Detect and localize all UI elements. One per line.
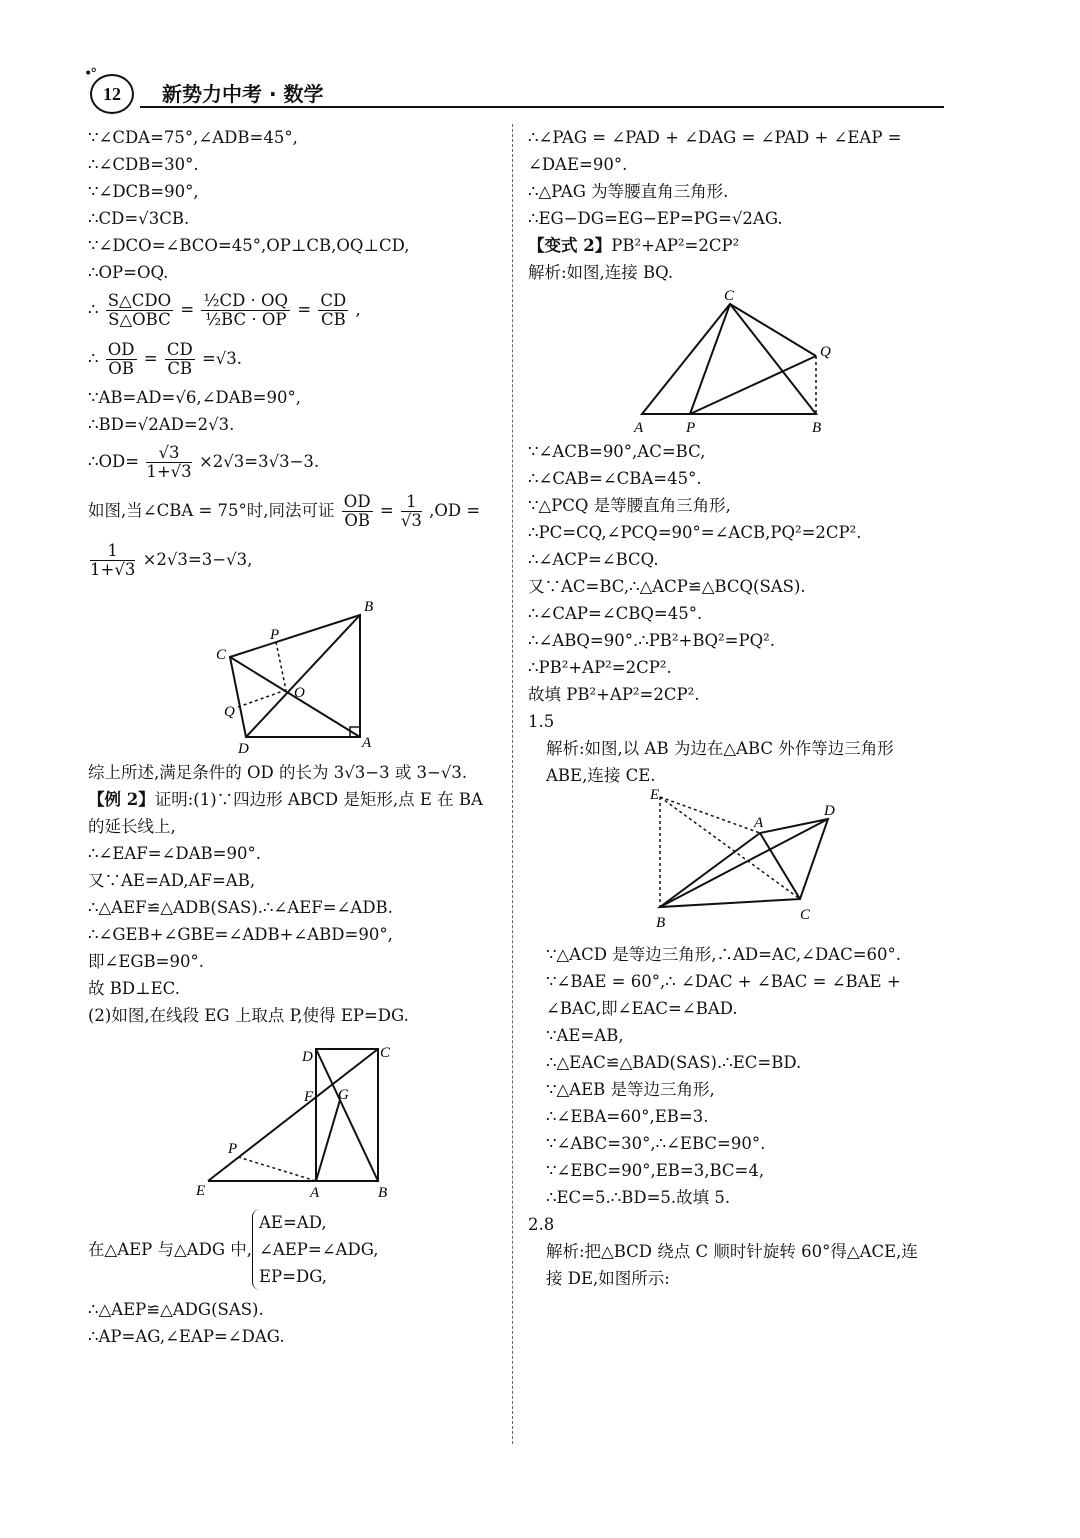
text: ,OD =: [429, 501, 481, 520]
text-line: (2)如图,在线段 EG 上取点 P,使得 EP=DG.: [88, 1006, 409, 1025]
label-b: B: [812, 420, 822, 434]
label-f: F: [304, 1089, 314, 1105]
text-line: ∴PB²+AP²=2CP².: [528, 658, 672, 677]
text-line: 又∵AE=AD,AF=AB,: [88, 871, 256, 890]
denominator: 1+√3: [90, 560, 136, 579]
condition: EP=DG,: [259, 1267, 328, 1286]
text-line: [88, 786, 503, 813]
label-o: O: [294, 685, 305, 701]
label-p: P: [228, 1141, 238, 1157]
text-line: ABE,连接 CE.: [546, 766, 656, 785]
label-c: C: [724, 288, 735, 304]
text-line: ∵AE=AB,: [546, 1026, 624, 1045]
text-line: ∵∠CDA=75°,∠ADB=45°,: [88, 128, 298, 147]
numerator: 1: [90, 542, 135, 561]
text-line: ∵∠ACB=90°,AC=BC,: [528, 442, 706, 461]
text: PB²+AP²=2CP²: [611, 236, 740, 255]
text-line: ∴CD=√3CB.: [88, 209, 190, 228]
text-line: 解析:把△BCD 绕点 C 顺时针旋转 60°得△ACE,连: [546, 1242, 918, 1261]
figure-rectangle-abcd: [88, 1029, 503, 1199]
text-line: 接 DE,如图所示:: [546, 1269, 670, 1288]
condition: AE=AD,: [259, 1213, 327, 1232]
fraction: [342, 493, 373, 530]
equation-line: [88, 335, 503, 384]
text-line: ∴OP=OQ.: [88, 263, 169, 282]
fraction: [106, 341, 137, 378]
text: ∴OD=: [88, 452, 140, 471]
label-e: E: [196, 1183, 206, 1199]
text-line: 故 BD⊥EC.: [88, 979, 180, 998]
label-c: C: [380, 1045, 391, 1061]
numerator: S△CDO: [107, 291, 172, 310]
figure-triangle-acb: [528, 286, 948, 434]
label-p: P: [686, 420, 696, 434]
label-b: B: [364, 599, 374, 615]
text-line: ∵△AEB 是等边三角形,: [546, 1080, 715, 1099]
text-line: ∠DAE=90°.: [528, 155, 628, 174]
fraction: [90, 542, 135, 579]
equation-system: [252, 1209, 379, 1290]
label-a: A: [310, 1185, 320, 1199]
text-line: ∴∠GEB+∠GBE=∠ADB+∠ABD=90°,: [88, 925, 393, 944]
text-line: ∴∠ACP=∠BCQ.: [528, 550, 659, 569]
denominator: OB: [344, 511, 370, 530]
label-q: Q: [224, 704, 235, 720]
equation-line: [88, 286, 503, 335]
text-line: ∵AB=AD=√6,∠DAB=90°,: [88, 388, 302, 407]
page-number: 12: [90, 74, 134, 114]
column-divider: [512, 124, 513, 1444]
answer-number: 2.8: [528, 1215, 555, 1234]
figure-triangle-eab: [528, 789, 948, 937]
text-line: ∴EG−DG=EG−EP=PG=√2AG.: [528, 209, 783, 228]
decorative-dots-icon: •°: [84, 66, 96, 82]
label-a: A: [754, 815, 764, 831]
header-rule: [140, 106, 944, 108]
numerator: 1: [401, 493, 422, 512]
text-line: ∠BAC,即∠EAC=∠BAD.: [546, 999, 738, 1018]
text: ,: [355, 300, 361, 319]
numerator: √3: [146, 444, 191, 463]
text-line: ∴△EAC≌△BAD(SAS).∴EC=BD.: [546, 1053, 802, 1072]
label-b: B: [378, 1185, 388, 1199]
text-line: 故填 PB²+AP²=2CP².: [528, 685, 700, 704]
denominator: CB: [167, 359, 193, 378]
label-e: E: [650, 789, 660, 803]
label-c: C: [216, 647, 227, 663]
text: =: [297, 300, 312, 319]
denominator: √3: [400, 511, 422, 530]
denominator: S△OBC: [108, 310, 171, 329]
text-line: ∴∠CDB=30°.: [88, 155, 199, 174]
text-line: ∴PC=CQ,∠PCQ=90°=∠ACB,PQ²=2CP².: [528, 523, 862, 542]
label-p: P: [270, 627, 280, 643]
text-line: ∴BD=√2AD=2√3.: [88, 415, 235, 434]
equation-line: [88, 487, 503, 536]
text-line: ∵△ACD 是等边三角形,∴AD=AC,∠DAC=60°.: [546, 945, 902, 964]
label-a: A: [634, 420, 644, 434]
text-line: 综上所述,满足条件的 OD 的长为 3√3−3 或 3−√3.: [88, 763, 468, 782]
label-c: C: [800, 907, 811, 923]
variant-tag: 【变式 2】: [528, 236, 612, 255]
text: ×2√3=3√3−3.: [198, 452, 320, 471]
text-line: 解析:如图,以 AB 为边在△ABC 外作等边三角形: [546, 739, 894, 758]
text: =: [143, 349, 158, 368]
text-line: [528, 232, 948, 259]
text: 如图,当∠CBA = 75°时,同法可证: [88, 501, 335, 520]
label-q: Q: [820, 344, 831, 360]
denominator: CB: [320, 310, 346, 329]
answer-number: 1.5: [528, 712, 555, 731]
book-title: 新势力中考 · 数学: [162, 82, 324, 106]
label-d: D: [302, 1049, 313, 1065]
text-line: ∴△AEP≌△ADG(SAS).: [88, 1300, 264, 1319]
text: 证明:(1)∵四边形 ABCD 是矩形,点 E 在 BA: [154, 790, 483, 809]
denominator: OB: [108, 359, 134, 378]
equation-line: [88, 438, 503, 487]
label-g: G: [338, 1087, 349, 1103]
text-line: 又∵AC=BC,∴△ACP≌△BCQ(SAS).: [528, 577, 806, 596]
fraction: [106, 292, 173, 329]
numerator: CD: [320, 291, 347, 310]
numerator: CD: [166, 340, 193, 359]
denominator: ½BC · OP: [205, 310, 287, 329]
example-tag: 【例 2】: [88, 790, 155, 809]
text-line: ∴∠EAF=∠DAB=90°.: [88, 844, 261, 863]
fraction: [318, 292, 348, 329]
right-column: [528, 124, 948, 1292]
text-line: ∴∠EBA=60°,EB=3.: [546, 1107, 709, 1126]
text: =: [180, 300, 195, 319]
denominator: 1+√3: [146, 462, 192, 481]
text-line: ∴∠CAP=∠CBQ=45°.: [528, 604, 703, 623]
label-d: D: [824, 803, 835, 819]
text-line: ∴EC=5.∴BD=5.故填 5.: [546, 1188, 731, 1207]
text-line: ∵△PCQ 是等腰直角三角形,: [528, 496, 731, 515]
numerator: OD: [107, 340, 135, 359]
text: ∴: [88, 349, 99, 368]
text-line: ∴∠ABQ=90°.∴PB²+BQ²=PQ².: [528, 631, 775, 650]
text-line: ∵∠ABC=30°,∴∠EBC=90°.: [546, 1134, 766, 1153]
text: ∴: [88, 300, 99, 319]
label-a: A: [362, 735, 372, 751]
figure-quadrilateral-cbad: [88, 585, 503, 755]
text-line: ∵∠DCB=90°,: [88, 182, 199, 201]
label-b: B: [656, 915, 666, 931]
numerator: ½CD · OQ: [203, 291, 289, 310]
text: ×2√3=3−√3,: [142, 550, 253, 569]
text-line: 解析:如图,连接 BQ.: [528, 263, 674, 282]
label-d: D: [238, 741, 249, 755]
condition: ∠AEP=∠ADG,: [259, 1240, 379, 1259]
text-line: ∴∠CAB=∠CBA=45°.: [528, 469, 702, 488]
text-line: ∵∠BAE = 60°,∴ ∠DAC + ∠BAC = ∠BAE +: [546, 972, 901, 991]
text-line: ∴△PAG 为等腰直角三角形.: [528, 182, 729, 201]
numerator: OD: [343, 492, 371, 511]
fraction: [201, 292, 290, 329]
page-header: [84, 66, 944, 114]
text-line: ∴△AEF≌△ADB(SAS).∴∠AEF=∠ADB.: [88, 898, 393, 917]
text-line: ∴∠PAG = ∠PAD + ∠DAG = ∠PAD + ∠EAP =: [528, 128, 902, 147]
text: =√3.: [201, 349, 243, 368]
left-column: [88, 124, 503, 1350]
text-line: 的延长线上,: [88, 817, 176, 836]
text: =: [379, 501, 394, 520]
text-line: 即∠EGB=90°.: [88, 952, 204, 971]
system-line: [88, 1203, 503, 1296]
fraction: [401, 493, 422, 530]
text-line: ∵∠DCO=∠BCO=45°,OP⊥CB,OQ⊥CD,: [88, 236, 410, 255]
text-line: ∴AP=AG,∠EAP=∠DAG.: [88, 1327, 285, 1346]
text: 在△AEP 与△ADG 中,: [88, 1240, 253, 1259]
fraction: [146, 444, 191, 481]
equation-line: [88, 536, 503, 585]
fraction: [165, 341, 195, 378]
text-line: ∵∠EBC=90°,EB=3,BC=4,: [546, 1161, 765, 1180]
